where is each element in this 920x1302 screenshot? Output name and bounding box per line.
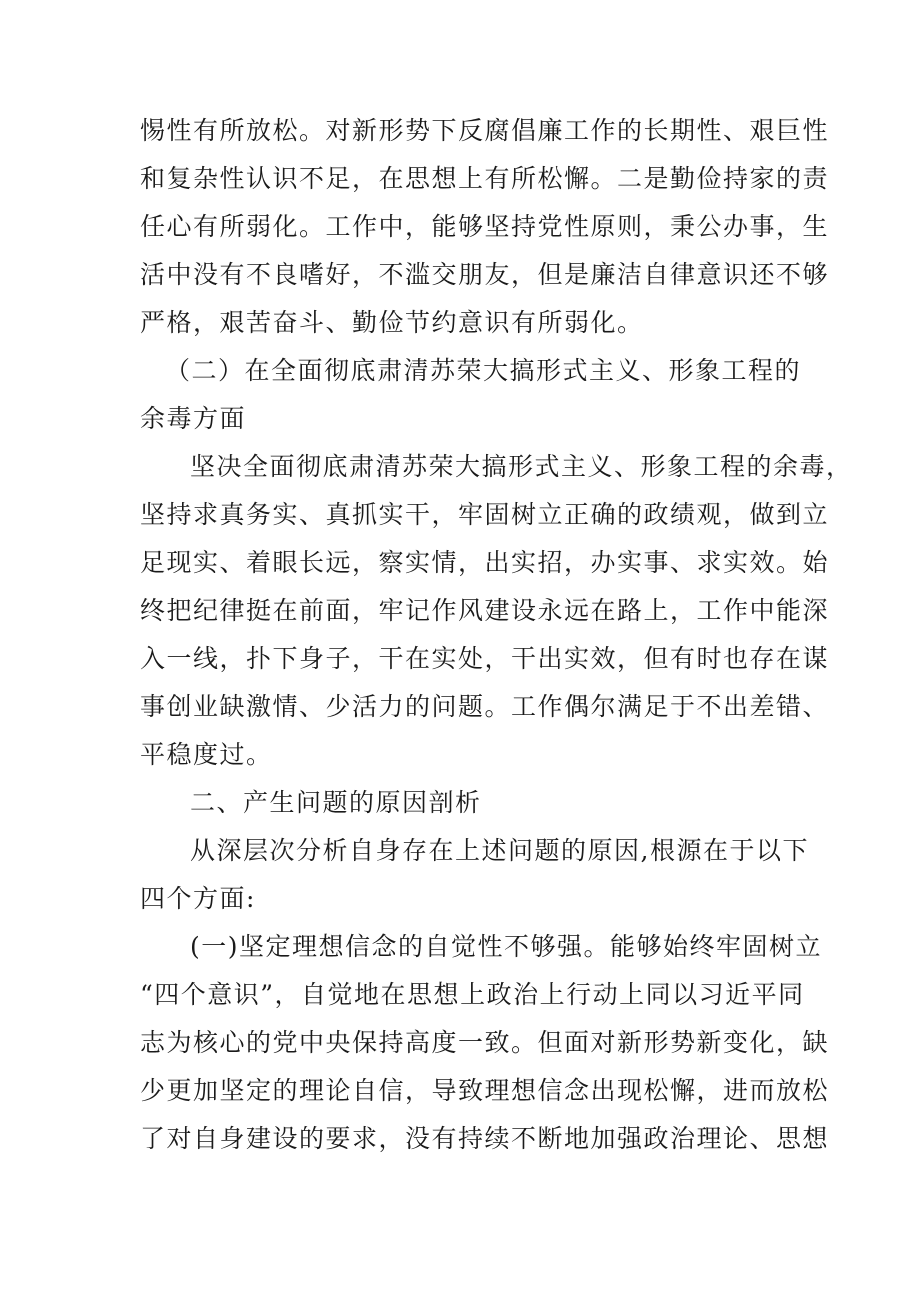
paragraph-line: 了对自身建设的要求，没有持续不断地加强政治理论、思想 xyxy=(140,1124,830,1153)
paragraph-line: 终把纪律挺在前面，牢记作风建设永远在路上，工作中能深 xyxy=(140,596,830,625)
paragraph-line: 四个方面: xyxy=(140,884,256,913)
paragraph-line: 惕性有所放松。对新形势下反腐倡廉工作的长期性、艰巨性 xyxy=(140,116,830,145)
paragraph-line: 坚决全面彻底肃清苏荣大搞形式主义、形象工程的余毒， xyxy=(190,452,853,481)
paragraph-line: 严格，艰苦奋斗、勤俭节约意识有所弱化。 xyxy=(140,308,644,337)
paragraph-line: 从深层次分析自身存在上述问题的原因,根源在于以下 xyxy=(190,836,809,865)
heading-line: 余毒方面 xyxy=(140,404,247,433)
paragraph-3 xyxy=(140,443,853,779)
paragraph-5 xyxy=(140,827,809,923)
paragraph-line: “四个意识”，自觉地在思想上政治上行动上同以习近平同 xyxy=(140,980,805,1009)
paragraph-line: 任心有所弱化。工作中，能够坚持党性原则，秉公办事，生 xyxy=(140,212,830,241)
paragraph-line: 少更加坚定的理论自信，导致理想信念出现松懈，进而放松 xyxy=(140,1076,830,1105)
paragraph-line: 活中没有不良嗜好，不滥交朋友，但是廉洁自律意识还不够 xyxy=(140,260,830,289)
paragraph-line: 平稳度过。 xyxy=(140,740,273,769)
paragraph-line: 和复杂性认识不足，在思想上有所松懈。二是勤俭持家的责 xyxy=(140,164,830,193)
paragraph-line: 入一线，扑下身子，干在实处，干出实效，但有时也存在谋 xyxy=(140,644,830,673)
paragraph-line: (一)坚定理想信念的自觉性不够强。能够始终牢固树立 xyxy=(190,932,823,961)
document-body xyxy=(140,107,853,1163)
paragraph-6 xyxy=(140,923,830,1163)
section-heading-2 xyxy=(140,347,800,443)
section-heading-cause-analysis xyxy=(140,779,800,827)
paragraph-line: 足现实、着眼长远，察实情，出实招，办实事、求实效。始 xyxy=(140,548,830,577)
paragraph-1 xyxy=(140,107,830,347)
paragraph-line: 志为核心的党中央保持高度一致。但面对新形势新变化，缺 xyxy=(140,1028,830,1057)
paragraph-line: 坚持求真务实、真抓实干，牢固树立正确的政绩观，做到立 xyxy=(140,500,830,529)
heading-line: （二）在全面彻底肃清苏荣大搞形式主义、形象工程的 xyxy=(165,356,802,385)
heading-line: 二、产生问题的原因剖析 xyxy=(190,788,482,817)
paragraph-line: 事创业缺激情、少活力的问题。工作偶尔满足于不出差错、 xyxy=(140,692,830,721)
